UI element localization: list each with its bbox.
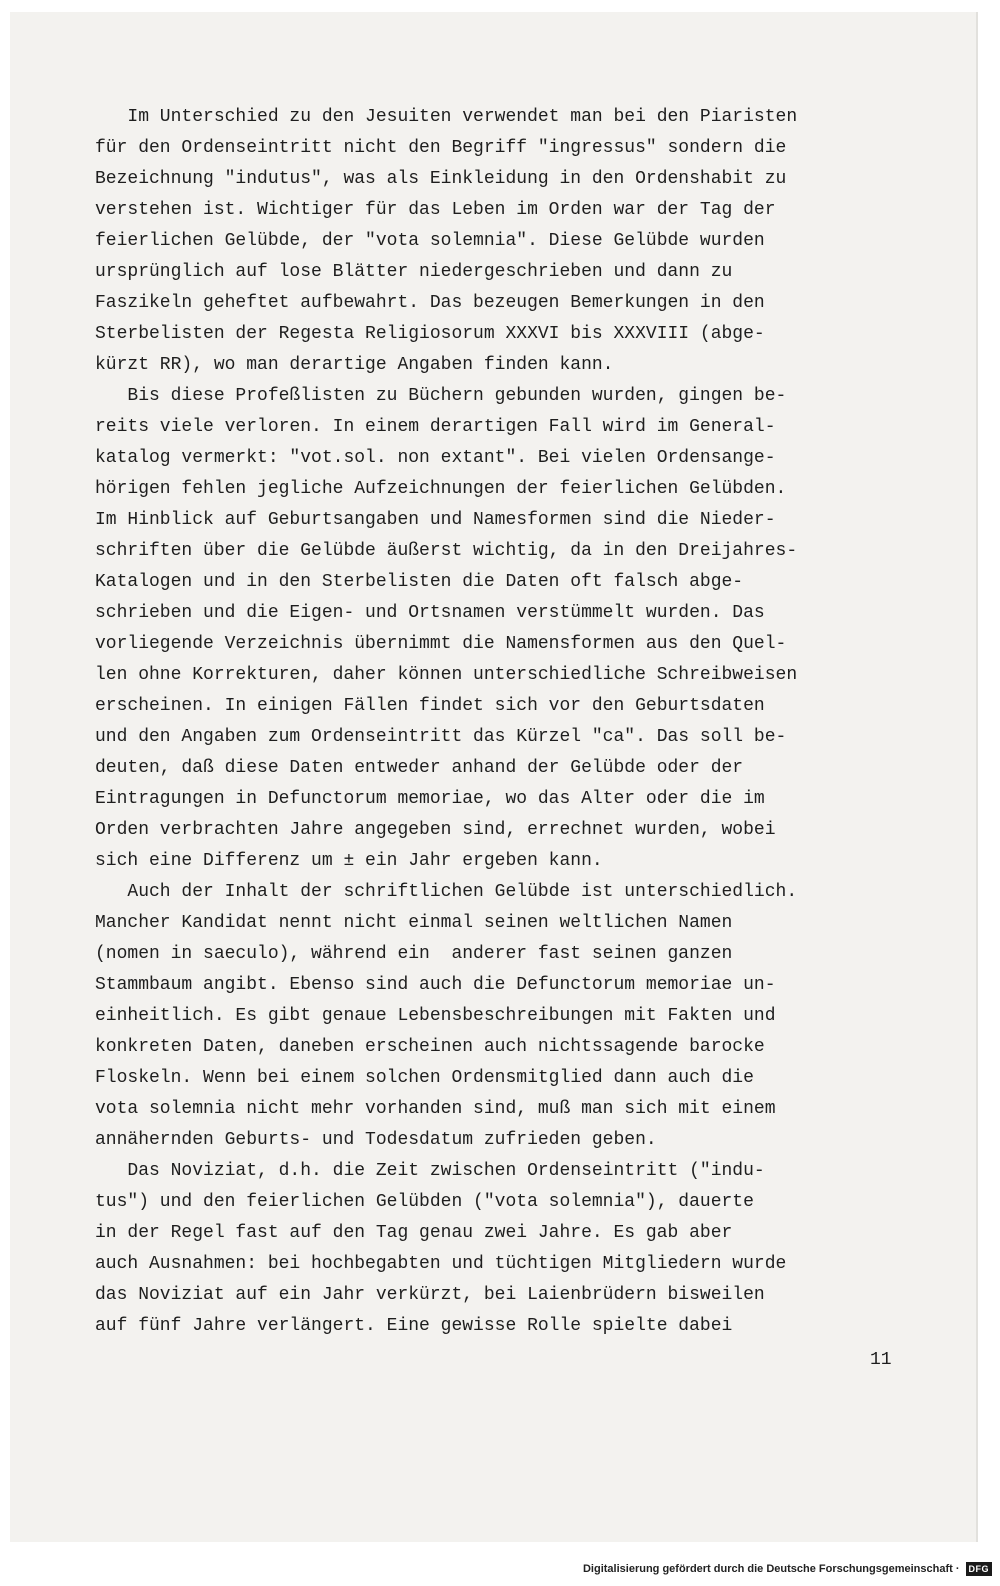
text-line: vorliegende Verzeichnis übernimmt die Namensformen aus den Quel- [95,634,787,654]
text-line: (nomen in saeculo), während ein anderer fast seinen ganzen [95,944,733,964]
text-line: Sterbelisten der Regesta Religiosorum XXXVI bis XXXVIII (abge- [95,324,765,344]
text-line: Bis diese Profeßlisten zu Büchern gebunden wurden, gingen be- [95,386,787,406]
text-line: auf fünf Jahre verlängert. Eine gewisse Rolle spielte dabei [95,1316,733,1336]
text-line: Mancher Kandidat nennt nicht einmal seinen weltlichen Namen [95,913,733,933]
body-text [95,102,925,1342]
text-line: auch Ausnahmen: bei hochbegabten und tüchtigen Mitgliedern wurde [95,1254,787,1274]
text-line: konkreten Daten, daneben erscheinen auch nichtssagende barocke [95,1037,765,1057]
text-line: schriften über die Gelübde äußerst wichtig, da in den Dreijahres- [95,541,798,561]
credit-text: Digitalisierung gefördert durch die Deutsche Forschungsgemeinschaft · [582,1563,960,1575]
text-line: feierlichen Gelübde, der "vota solemnia". Diese Gelübde wurden [95,231,765,251]
text-line: sich eine Differenz um ± ein Jahr ergeben kann. [95,851,603,871]
text-line: annähernden Geburts- und Todesdatum zufrieden geben. [95,1130,657,1150]
text-line: verstehen ist. Wichtiger für das Leben im Orden war der Tag der [95,200,776,220]
scanned-page [10,12,978,1542]
text-line: einheitlich. Es gibt genaue Lebensbeschreibungen mit Fakten und [95,1006,776,1026]
text-line: Eintragungen in Defunctorum memoriae, wo das Alter oder die im [95,789,765,809]
text-line: Stammbaum angibt. Ebenso sind auch die Defunctorum memoriae un- [95,975,776,995]
text-line: deuten, daß diese Daten entweder anhand der Gelübde oder der [95,758,744,778]
text-line: schrieben und die Eigen- und Ortsnamen verstümmelt wurden. Das [95,603,765,623]
text-line: kürzt RR), wo man derartige Angaben finden kann. [95,355,614,375]
text-line: Orden verbrachten Jahre angegeben sind, errechnet wurden, wobei [95,820,776,840]
text-line: Das Noviziat, d.h. die Zeit zwischen Ordenseintritt ("indu- [95,1161,765,1181]
text-line: Bezeichnung "indutus", was als Einkleidung in den Ordenshabit zu [95,169,787,189]
text-line: Im Unterschied zu den Jesuiten verwendet man bei den Piaristen [95,107,798,127]
text-line: Im Hinblick auf Geburtsangaben und Namesformen sind die Nieder- [95,510,776,530]
text-line: Auch der Inhalt der schriftlichen Gelübde ist unterschiedlich. [95,882,798,902]
text-line: len ohne Korrekturen, daher können unterschiedliche Schreibweisen [95,665,798,685]
text-line: erscheinen. In einigen Fällen findet sich vor den Geburtsdaten [95,696,765,716]
text-line: für den Ordenseintritt nicht den Begriff "ingressus" sondern die [95,138,787,158]
text-line: und den Angaben zum Ordenseintritt das Kürzel "ca". Das soll be- [95,727,787,747]
text-line: in der Regel fast auf den Tag genau zwei Jahre. Es gab aber [95,1223,733,1243]
text-line: katalog vermerkt: "vot.sol. non extant". Bei vielen Ordensange- [95,448,776,468]
page-number: 11 [870,1350,892,1370]
text-line: hörigen fehlen jegliche Aufzeichnungen der feierlichen Gelübden. [95,479,787,499]
text-line: reits viele verloren. In einem derartigen Fall wird im General- [95,417,776,437]
text-line: vota solemnia nicht mehr vorhanden sind, muß man sich mit einem [95,1099,776,1119]
dfg-logo: DFG [966,1562,993,1576]
text-line: das Noviziat auf ein Jahr verkürzt, bei Laienbrüdern bisweilen [95,1285,765,1305]
text-line: tus") und den feierlichen Gelübden ("vota solemnia"), dauerte [95,1192,754,1212]
text-line: Faszikeln geheftet aufbewahrt. Das bezeugen Bemerkungen in den [95,293,765,313]
text-line: Katalogen und in den Sterbelisten die Daten oft falsch abge- [95,572,744,592]
text-line: ursprünglich auf lose Blätter niedergeschrieben und dann zu [95,262,733,282]
digitization-credit [583,1562,992,1576]
text-line: Floskeln. Wenn bei einem solchen Ordensmitglied dann auch die [95,1068,754,1088]
